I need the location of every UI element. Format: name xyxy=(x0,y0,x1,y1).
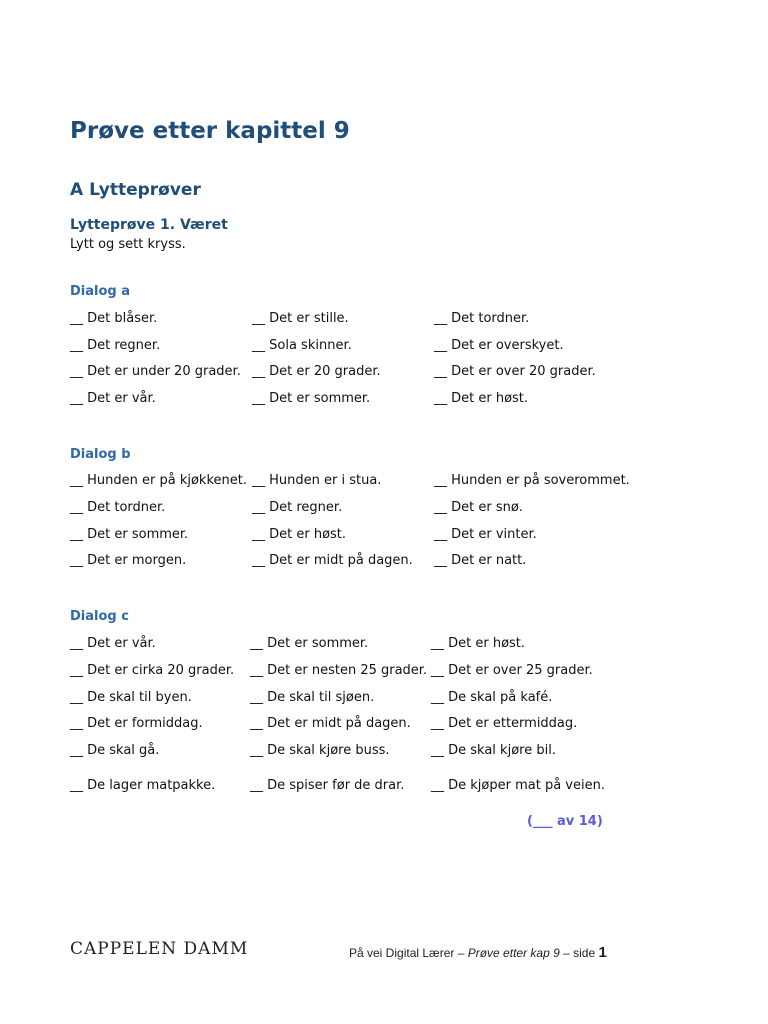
answer-option: __ Det er snø. xyxy=(434,500,523,515)
answer-option: __ De skal kjøre bil. xyxy=(431,743,556,758)
score-field: (___ av 14) xyxy=(527,814,603,829)
answer-option: __ Det tordner. xyxy=(70,500,166,515)
footer-prefix: På vei Digital Lærer – xyxy=(349,946,468,960)
instruction-text: Lytt og sett kryss. xyxy=(70,237,186,252)
answer-option: __ De skal til sjøen. xyxy=(250,690,375,705)
answer-option: __ Hunden er i stua. xyxy=(252,473,382,488)
section-heading: A Lytteprøver xyxy=(70,180,201,200)
exercise-heading: Lytteprøve 1. Været xyxy=(70,217,228,233)
answer-option: __ Det er høst. xyxy=(252,527,347,542)
footer-suffix: – side xyxy=(559,946,599,960)
answer-option: __ De skal kjøre buss. xyxy=(250,743,390,758)
answer-option: __ Det er sommer. xyxy=(70,527,189,542)
answer-option: __ Det er nesten 25 grader. xyxy=(250,663,428,678)
page-number: 1 xyxy=(598,944,607,961)
answer-option: __ Det er midt på dagen. xyxy=(252,553,413,568)
answer-option: __ Det er vinter. xyxy=(434,527,537,542)
answer-option: __ Det er sommer. xyxy=(250,636,369,651)
dialog-label: Dialog a xyxy=(70,284,131,299)
answer-option: __ Det er formiddag. xyxy=(70,716,203,731)
dialog-label: Dialog c xyxy=(70,609,129,624)
answer-option: __ Det er høst. xyxy=(431,636,526,651)
answer-option: __ Hunden er på soverommet. xyxy=(434,473,630,488)
answer-option: __ Det er vår. xyxy=(70,391,156,406)
footer-title: Prøve etter kap 9 xyxy=(467,946,560,960)
answer-option: __ Det regner. xyxy=(70,338,161,353)
page-title: Prøve etter kapittel 9 xyxy=(70,118,350,144)
answer-option: __ Det blåser. xyxy=(70,311,158,326)
answer-option: __ Det er over 25 grader. xyxy=(431,663,593,678)
answer-option: __ Det er under 20 grader. xyxy=(70,364,241,379)
answer-option: __ Det er midt på dagen. xyxy=(250,716,411,731)
answer-option: __ Det er høst. xyxy=(434,391,529,406)
answer-option: __ Det er 20 grader. xyxy=(252,364,381,379)
page-footer xyxy=(349,944,607,961)
answer-option: __ De skal på kafé. xyxy=(431,690,553,705)
answer-option: __ Det tordner. xyxy=(434,311,530,326)
answer-option: __ De spiser før de drar. xyxy=(250,778,405,793)
answer-option: __ Det er natt. xyxy=(434,553,527,568)
answer-option: __ De kjøper mat på veien. xyxy=(431,778,605,793)
answer-option: __ Hunden er på kjøkkenet. xyxy=(70,473,247,488)
answer-option: __ Det er ettermiddag. xyxy=(431,716,578,731)
answer-option: __ De skal til byen. xyxy=(70,690,192,705)
answer-option: __ Det er sommer. xyxy=(252,391,371,406)
publisher-logo: CAPPELEN DAMM xyxy=(70,939,249,959)
answer-option: __ Det er vår. xyxy=(70,636,156,651)
answer-option: __ Det er over 20 grader. xyxy=(434,364,596,379)
answer-option: __ Det er overskyet. xyxy=(434,338,564,353)
answer-option: __ De lager matpakke. xyxy=(70,778,216,793)
answer-option: __ Det er morgen. xyxy=(70,553,187,568)
answer-option: __ Sola skinner. xyxy=(252,338,352,353)
dialog-label: Dialog b xyxy=(70,447,131,462)
answer-option: __ Det er cirka 20 grader. xyxy=(70,663,235,678)
answer-option: __ Det er stille. xyxy=(252,311,349,326)
answer-option: __ Det regner. xyxy=(252,500,343,515)
answer-option: __ De skal gå. xyxy=(70,743,160,758)
